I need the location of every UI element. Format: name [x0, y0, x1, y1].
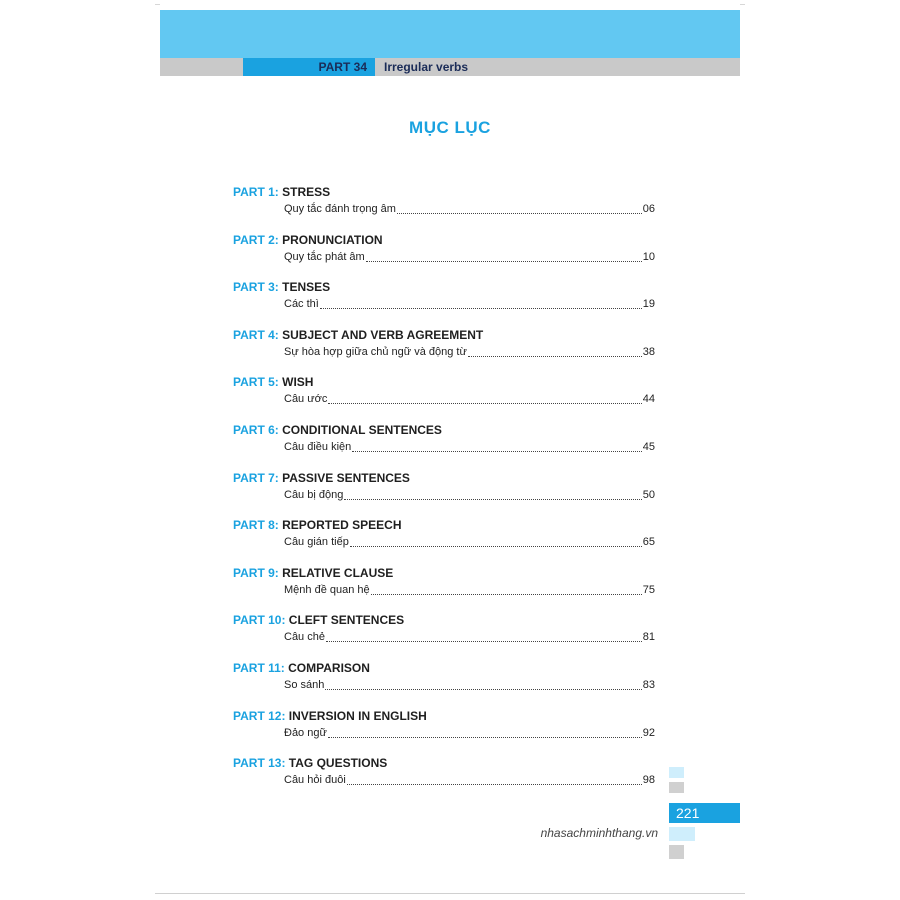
toc-entry-line [233, 535, 658, 550]
toc-subtitle: Câu điều kiện [284, 440, 352, 453]
toc-page-number: 10 [642, 250, 655, 263]
toc-part-title: REPORTED SPEECH [282, 518, 402, 533]
dot-leader [366, 261, 642, 262]
toc-page-number: 98 [642, 774, 655, 787]
toc-subtitle: So sánh [284, 678, 325, 691]
toc-part-number: PART 8: [233, 518, 279, 533]
toc-part-number: PART 11: [233, 660, 285, 675]
toc-entry-line [233, 488, 658, 503]
toc-entry [233, 517, 658, 565]
toc-entry-heading [233, 470, 658, 486]
toc-entry [233, 374, 658, 422]
toc-part-number: PART 7: [233, 470, 279, 485]
toc-entry-heading [233, 755, 658, 771]
toc-subtitle: Quy tắc phát âm [284, 250, 365, 263]
toc-part-title: WISH [282, 375, 314, 390]
toc-part-title: TAG QUESTIONS [288, 756, 388, 771]
toc-page-number: 92 [642, 726, 655, 739]
toc-entry-line [233, 773, 658, 788]
toc-subtitle: Câu hỏi đuôi [284, 774, 346, 787]
toc-entry [233, 232, 658, 280]
dot-leader [350, 546, 642, 547]
toc-page-number: 65 [642, 536, 655, 549]
toc-part-title: PRONUNCIATION [282, 232, 383, 247]
toc-entry-line [233, 726, 658, 741]
toc-part-number: PART 13: [233, 756, 286, 771]
toc-entry-heading [233, 327, 658, 343]
toc-part-title: SUBJECT AND VERB AGREEMENT [282, 327, 484, 342]
toc-part-title: COMPARISON [288, 660, 370, 675]
dot-leader [344, 499, 641, 500]
header-band [160, 10, 740, 58]
toc-entry-heading [233, 565, 658, 581]
toc-part-number: PART 5: [233, 375, 279, 390]
decor-square [669, 782, 684, 793]
toc-subtitle: Câu ước [284, 393, 328, 406]
toc-part-title: TENSES [282, 280, 331, 295]
toc-entry-heading [233, 517, 658, 533]
toc-subtitle: Câu chẻ [284, 631, 325, 644]
toc-subtitle: Quy tắc đánh trọng âm [284, 203, 396, 215]
page-number: 221 [669, 803, 740, 823]
dot-leader [325, 689, 641, 690]
dot-leader [347, 784, 642, 785]
toc-entry-line [233, 440, 658, 455]
dot-leader [328, 737, 642, 738]
decor-square [669, 767, 684, 778]
toc-page-number: 50 [642, 488, 655, 501]
toc-part-number: PART 9: [233, 565, 279, 580]
toc-entry [233, 184, 658, 232]
toc-entry-line [233, 678, 658, 693]
toc-part-title: PASSIVE SENTENCES [282, 470, 410, 485]
dot-leader [328, 403, 641, 404]
toc-entry-heading [233, 279, 658, 295]
toc-entry-heading [233, 422, 658, 438]
toc-page-number: 44 [642, 393, 655, 406]
toc-page-number: 81 [642, 631, 655, 644]
toc-page-number: 06 [642, 203, 655, 215]
toc-entry-heading [233, 612, 658, 628]
toc-page-number: 75 [642, 583, 655, 596]
toc-entry [233, 565, 658, 613]
toc-entry [233, 612, 658, 660]
toc-entry-heading [233, 374, 658, 390]
decor-square [669, 827, 695, 841]
dot-leader [326, 641, 642, 642]
toc-entry-line [233, 250, 658, 265]
toc-entry-heading [233, 184, 658, 200]
toc-part-number: PART 4: [233, 327, 279, 342]
toc-part-number: PART 1: [233, 185, 279, 199]
toc-part-title: INVERSION IN ENGLISH [288, 708, 427, 723]
table-of-contents [233, 184, 658, 803]
toc-subtitle: Đảo ngữ [284, 726, 327, 739]
toc-subtitle: Sự hòa hợp giữa chủ ngữ và động từ [284, 345, 467, 358]
toc-page-number: 83 [642, 678, 655, 691]
toc-entry [233, 708, 658, 756]
header-part-title: Irregular verbs [384, 60, 469, 74]
toc-entry-line [233, 583, 658, 598]
toc-entry [233, 422, 658, 470]
dot-leader [352, 451, 641, 452]
toc-part-title: RELATIVE CLAUSE [282, 565, 394, 580]
toc-entry-line [233, 202, 658, 217]
toc-subtitle: Câu bị động [284, 488, 344, 501]
toc-subtitle: Mệnh đề quan hệ [284, 583, 370, 596]
toc-subtitle: Các thì [284, 298, 319, 311]
toc-entry-heading [233, 708, 658, 724]
toc-entry-line [233, 297, 658, 312]
dot-leader [468, 356, 642, 357]
toc-part-title: CLEFT SENTENCES [288, 613, 405, 628]
toc-entry [233, 660, 658, 708]
toc-entry-line [233, 345, 658, 360]
dot-leader [397, 213, 642, 214]
toc-part-number: PART 2: [233, 232, 279, 247]
toc-page-number: 45 [642, 440, 655, 453]
dot-leader [320, 308, 642, 309]
dot-leader [371, 594, 642, 595]
toc-entry [233, 279, 658, 327]
toc-title: MỤC LỤC [409, 118, 491, 137]
toc-page-number: 38 [642, 345, 655, 358]
toc-part-number: PART 3: [233, 280, 279, 295]
toc-part-title: CONDITIONAL SENTENCES [282, 422, 442, 437]
header-part-label: PART 34 [243, 58, 375, 76]
toc-page-number: 19 [642, 298, 655, 311]
toc-subtitle: Câu gián tiếp [284, 536, 349, 549]
toc-part-title: STRESS [282, 185, 331, 199]
toc-entry [233, 755, 658, 803]
toc-entry-heading [233, 232, 658, 248]
toc-entry-heading [233, 660, 658, 676]
bottom-rule [155, 893, 745, 894]
toc-entry-line [233, 630, 658, 645]
toc-entry [233, 470, 658, 518]
website-label: nhasachminhthang.vn [540, 826, 658, 840]
toc-part-number: PART 6: [233, 422, 279, 437]
toc-part-number: PART 10: [233, 613, 286, 628]
toc-entry-line [233, 392, 658, 407]
toc-entry [233, 327, 658, 375]
toc-part-number: PART 12: [233, 708, 286, 723]
decor-square [669, 845, 684, 859]
